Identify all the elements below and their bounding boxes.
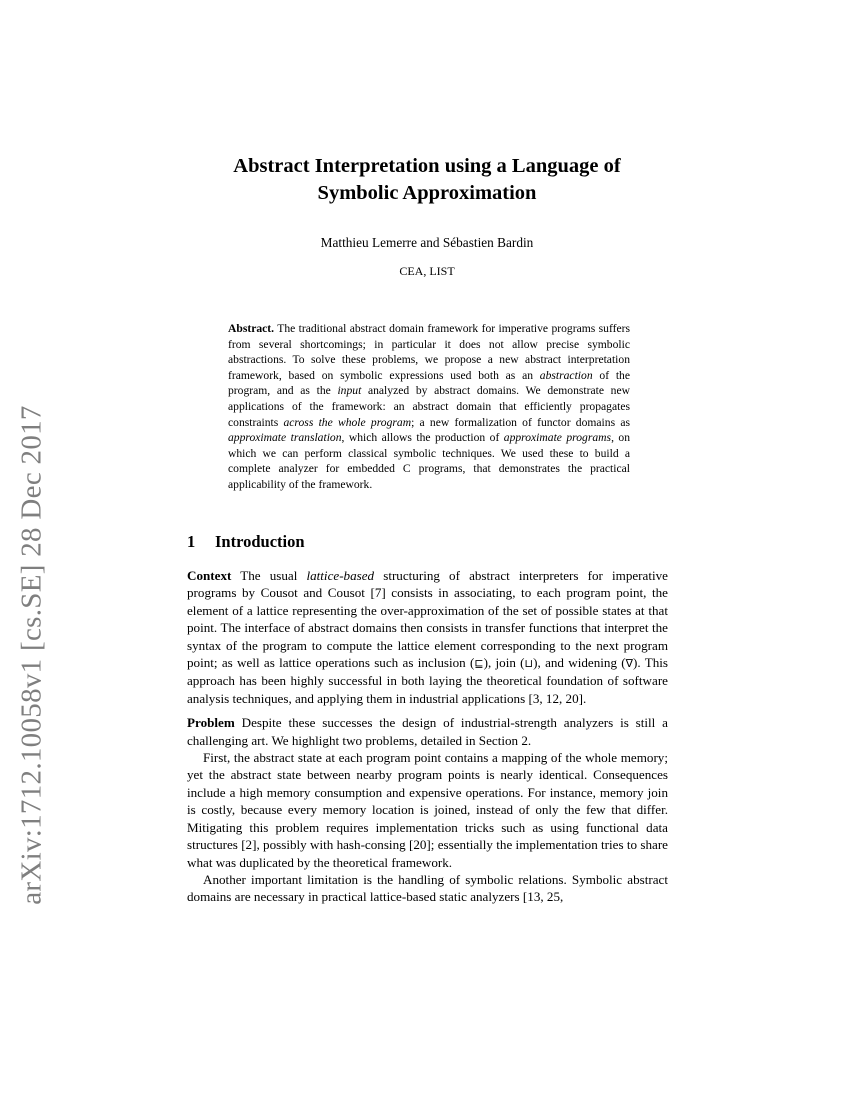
problem-paragraph	[187, 714, 668, 749]
abstract-text-3: analyzed by abstract domains. We demonstrate new applications of the framework: an abstract domain that efficiently propagates constraints	[228, 384, 630, 429]
abstract-em-3: across the whole program	[283, 415, 412, 429]
context-text-1: The usual	[231, 568, 307, 583]
abstract	[228, 321, 630, 493]
widening-symbol: ∇	[625, 657, 634, 671]
problem-text: Despite these successes the design of industrial-strength analyzers is still a challenging art. We highlight two problems, detailed in Section 2.	[187, 715, 668, 748]
first-paragraph: First, the abstract state at each program point contains a mapping of the whole memory; yet the abstract state between nearby program points is nearly identical. Consequences include a high memory consumption and expensive operations. For instance, memory join is costly, because every memory location is joined, instead of only the few that differ. Mitigating this problem requires implementation tricks such as using functional data structures [2], possibly with hash-consing [20]; essentially the implementation tries to share what was duplicated by the theoretical framework.	[187, 750, 668, 870]
context-text-3: ), join (	[483, 655, 525, 671]
problem-run-head: Problem	[187, 715, 235, 731]
abstract-em-5: approximate programs	[503, 431, 612, 445]
abstract-em-2: input	[337, 384, 362, 398]
context-paragraph	[187, 567, 668, 707]
body-text	[187, 567, 668, 906]
title-line-2: Symbolic Approximation	[317, 182, 537, 204]
section-heading	[187, 532, 667, 552]
another-paragraph: Another important limitation is the handling of symbolic relations. Symbolic abstract domains are necessary in practical lattice-based static analyzers [13, 25,	[187, 871, 668, 905]
abstract-text-4: ; a new formalization of functor domains as	[411, 415, 630, 429]
affiliation: CEA, LIST	[399, 264, 455, 278]
section-title: Introduction	[215, 532, 305, 551]
abstract-text-2: of the program, and as the	[228, 368, 630, 398]
context-run-head: Context	[187, 568, 232, 583]
abstract-text-6: , on which we can perform classical symbolic techniques. We used these to build a complete analyzer for embedded C programs, that demonstrates the practical applicability of the framework.	[228, 431, 631, 491]
title-line-1: Abstract Interpretation using a Language of	[233, 155, 621, 177]
abstract-em-4: approximate translation	[228, 431, 342, 445]
section-number: 1	[187, 532, 196, 551]
context-text-5: ). This approach has been highly successful in both laying the theoretical foundation of software analysis techniques, and applying them in industrial applications [3, 12, 20].	[187, 655, 668, 706]
abstract-em-1: abstraction	[539, 368, 593, 382]
abstract-label: Abstract.	[228, 322, 275, 335]
context-text-2: structuring of abstract interpreters for imperative programs by Cousot and Cousot [7] consists in associating, to each program point, the element of a lattice representing the over-approximation of the set of possible states at that point. The interface of abstract domains then consists in transfer functions that interpret the syntax of the program to compute the lattice element corresponding to the next program point; as well as lattice operations such as inclusion (	[187, 568, 668, 671]
authors: Matthieu Lemerre and Sébastien Bardin	[320, 235, 534, 250]
abstract-text-1: The traditional abstract domain framework for imperative programs suffers from several shortcomings; in particular it does not allow precise symbolic abstractions. To solve these problems, we propose a new abstract interpretation framework, based on symbolic expressions used both as an	[228, 322, 630, 382]
join-symbol: ⊔	[524, 657, 534, 671]
arxiv-identifier: arXiv:1712.10058v1 [cs.SE] 28 Dec 2017	[15, 405, 48, 905]
paper-title	[186, 153, 668, 207]
context-text-4: ), and widening (	[533, 655, 626, 671]
abstract-text-5: , which allows the production of	[341, 431, 504, 445]
context-em-1: lattice-based	[306, 568, 375, 583]
inclusion-symbol: ⊑	[474, 657, 484, 671]
